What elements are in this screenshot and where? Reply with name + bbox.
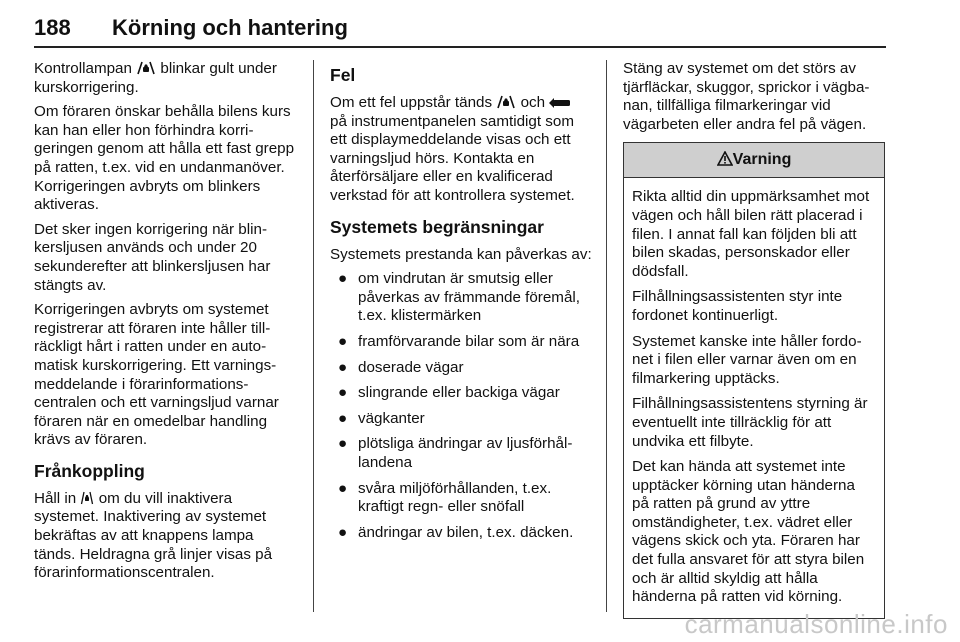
list-item: ● vägkanter: [338, 409, 425, 427]
warning-body: [624, 178, 884, 617]
list-item: ● om vindrutan är smutsig eller påverkas av främmande föremål, t.ex. klistermärken: [338, 270, 580, 325]
list-item: ● plötsliga ändringar av ljusförhållandena: [338, 435, 573, 471]
list-item: ● doserade vägar: [338, 358, 464, 376]
warning-paragraph: Filhållningsassistentens styrning är eventuellt inte tillräcklig för att undvika ett filbyte.: [632, 395, 868, 450]
page-number: 188: [34, 15, 71, 40]
paragraph: Stäng av systemet om det störs av tjärfläckar, skuggor, sprickor i vägbanan, tillfälliga filmarkeringar vid vägarbeten eller andra fel på vägen.: [623, 60, 870, 133]
lane-keep-assist-icon: [496, 95, 516, 109]
bullet: ●: [338, 332, 348, 350]
chime-bar-icon: [549, 97, 571, 109]
warning-header: [624, 143, 884, 178]
watermark: carmanualsonline.info: [684, 609, 948, 639]
lane-keep-assist-icon: [136, 61, 156, 75]
header-rule: [34, 46, 886, 48]
warning-box: [623, 142, 885, 618]
paragraph: Kontrollampan blinkar gult under kurskorrigering.: [34, 60, 277, 96]
list-item: ● svåra miljöförhållanden, t.ex. kraftigt regn- eller snöfall: [338, 479, 552, 516]
bullet: ●: [338, 358, 348, 376]
paragraph: Om föraren önskar behålla bilens kurs kan han eller hon förhindra korrigeringen genom att hålla ett fast grepp på ratten, t.ex. vid en undanmanöver. Korrigeringen avbryts om blinkers aktiveras.: [34, 103, 295, 214]
warning-paragraph: Filhållningsassistenten styr inte fordonet kontinuerligt.: [632, 288, 843, 324]
paragraph: Systemets prestanda kan påverkas av:: [330, 245, 592, 263]
list-item: ● ändringar av bilen, t.ex. däcken.: [338, 523, 574, 541]
list-item: ● slingrande eller backiga vägar: [338, 384, 560, 402]
lane-keep-button-icon: [80, 491, 94, 505]
bullet: ●: [338, 523, 348, 541]
heading-fault: Fel: [330, 65, 356, 85]
column-1: [34, 60, 298, 589]
column-3: [623, 60, 885, 619]
paragraph: Korrigeringen avbryts om systemet registrerar att föraren inte håller tillräckligt hårt i ratten under en automatisk kurskorrigering. Ett varningsmeddelande i förarinformationscentralen och ett varningsljud varnar föraren när en omedelbar handling krävs av föraren.: [34, 301, 279, 449]
heading-disconnect: Frånkoppling: [34, 460, 145, 481]
warning-triangle-icon: [717, 151, 733, 166]
column-divider-2: [606, 60, 607, 612]
bullet: ●: [338, 435, 348, 453]
warning-paragraph: Systemet kanske inte håller fordonet i filen eller varnar även om en filmarkering upptäcks.: [632, 332, 862, 387]
paragraph: Håll in om du vill inaktivera systemet. Inaktivering av systemet bekräftas av att knappens lampa tänds. Heldragna grå linjer visas på förarinformationscentralen.: [34, 489, 273, 582]
page-header: [34, 14, 886, 46]
limitations-list: [330, 270, 592, 542]
column-divider-1: [313, 60, 314, 612]
warning-title: Varning: [732, 151, 792, 169]
bullet: ●: [338, 409, 348, 427]
warning-paragraph: Rikta alltid din uppmärksamhet mot vägen och håll bilen rätt placerad i filen. I annat fall kan följden bli att bilen skadas, personskador eller dödsfall.: [632, 188, 870, 280]
warning-paragraph: Det kan hända att systemet inte upptäcker körning utan händerna på ratten på grund av yttre omständigheter, t.ex. vädret eller vägens skick och yta. Föraren har det fulla ansvaret för att styra bilen och är alltid skyldig att hålla händerna på ratten vid körning.: [632, 458, 865, 606]
list-item: ● framförvarande bilar som är nära: [338, 332, 580, 350]
paragraph: Det sker ingen korrigering när blinkersljusen används och under 20 sekunderefter att blinkersljusen har stängts av.: [34, 220, 271, 294]
bullet: ●: [338, 270, 348, 288]
section-title: Körning och hantering: [112, 15, 348, 40]
bullet: ●: [338, 479, 348, 497]
bullet: ●: [338, 384, 348, 402]
column-2: [330, 60, 592, 549]
heading-system-limits: Systemets begränsningar: [330, 216, 544, 237]
paragraph: Om ett fel uppstår tänds och på instrumentpanelen samtidigt som ett displaymeddelande visas och ett varningsljud hörs. Kontakta en återförsäljare eller en kvalificerad verkstad för att kontrollera systemet.: [330, 94, 575, 204]
